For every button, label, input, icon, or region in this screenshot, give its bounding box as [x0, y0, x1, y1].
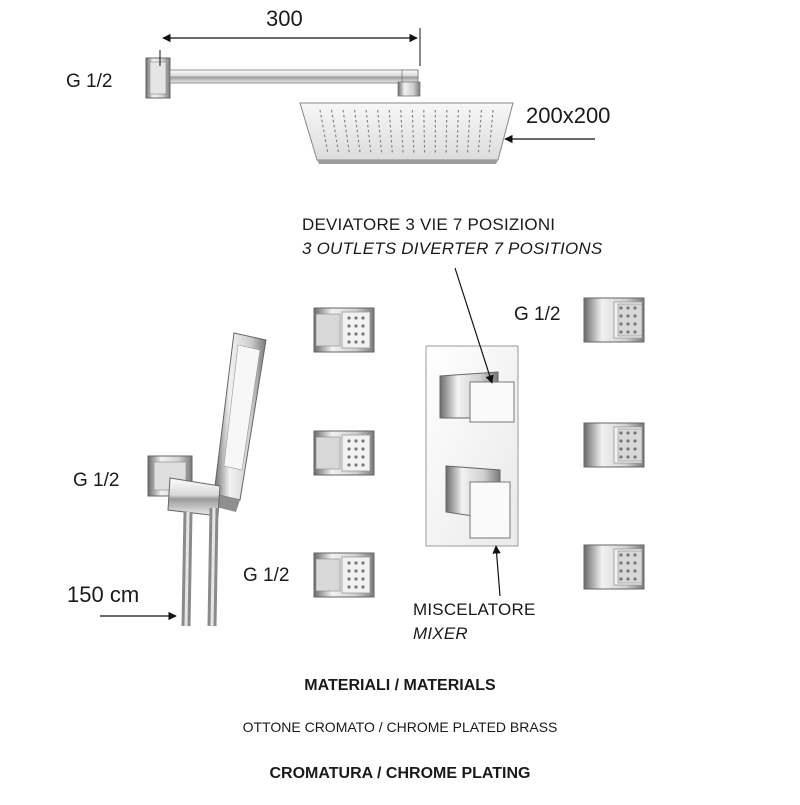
shower-head	[300, 103, 513, 164]
hand-shower	[212, 333, 266, 512]
diverter-mixer-plate	[426, 346, 518, 546]
plating-title: CROMATURA / CHROME PLATING	[269, 765, 531, 782]
diverter-label-en: 3 OUTLETS DIVERTER 7 POSITIONS	[302, 239, 603, 258]
body-jet	[584, 545, 644, 589]
body-jet	[584, 423, 644, 467]
diverter-label-it: DEVIATORE 3 VIE 7 POSIZIONI	[302, 215, 556, 234]
body-jet	[314, 431, 374, 475]
arm-dimension-line	[160, 28, 420, 66]
hose	[186, 508, 214, 626]
shower-arm	[146, 58, 420, 98]
mixer-callout-arrow	[496, 546, 500, 596]
hand-thread-label: G 1/2	[73, 470, 120, 491]
arm-length-label: 300	[266, 6, 303, 31]
head-size-label: 200x200	[526, 103, 611, 128]
materials-title: MATERIALI / MATERIALS	[304, 677, 496, 694]
mixer-label-it: MISCELATORE	[413, 600, 536, 619]
body-jet	[314, 308, 374, 352]
arm-thread-label: G 1/2	[66, 71, 113, 92]
body-jet	[314, 553, 374, 597]
jet-thread-label-left: G 1/2	[243, 565, 290, 586]
jet-thread-label-right: G 1/2	[514, 304, 561, 325]
mixer-label-en: MIXER	[413, 624, 468, 643]
wall-bracket	[148, 456, 220, 516]
materials-text: OTTONE CROMATO / CHROME PLATED BRASS	[242, 719, 558, 735]
hose-length-label: 150 cm	[67, 582, 140, 607]
body-jet	[584, 298, 644, 342]
